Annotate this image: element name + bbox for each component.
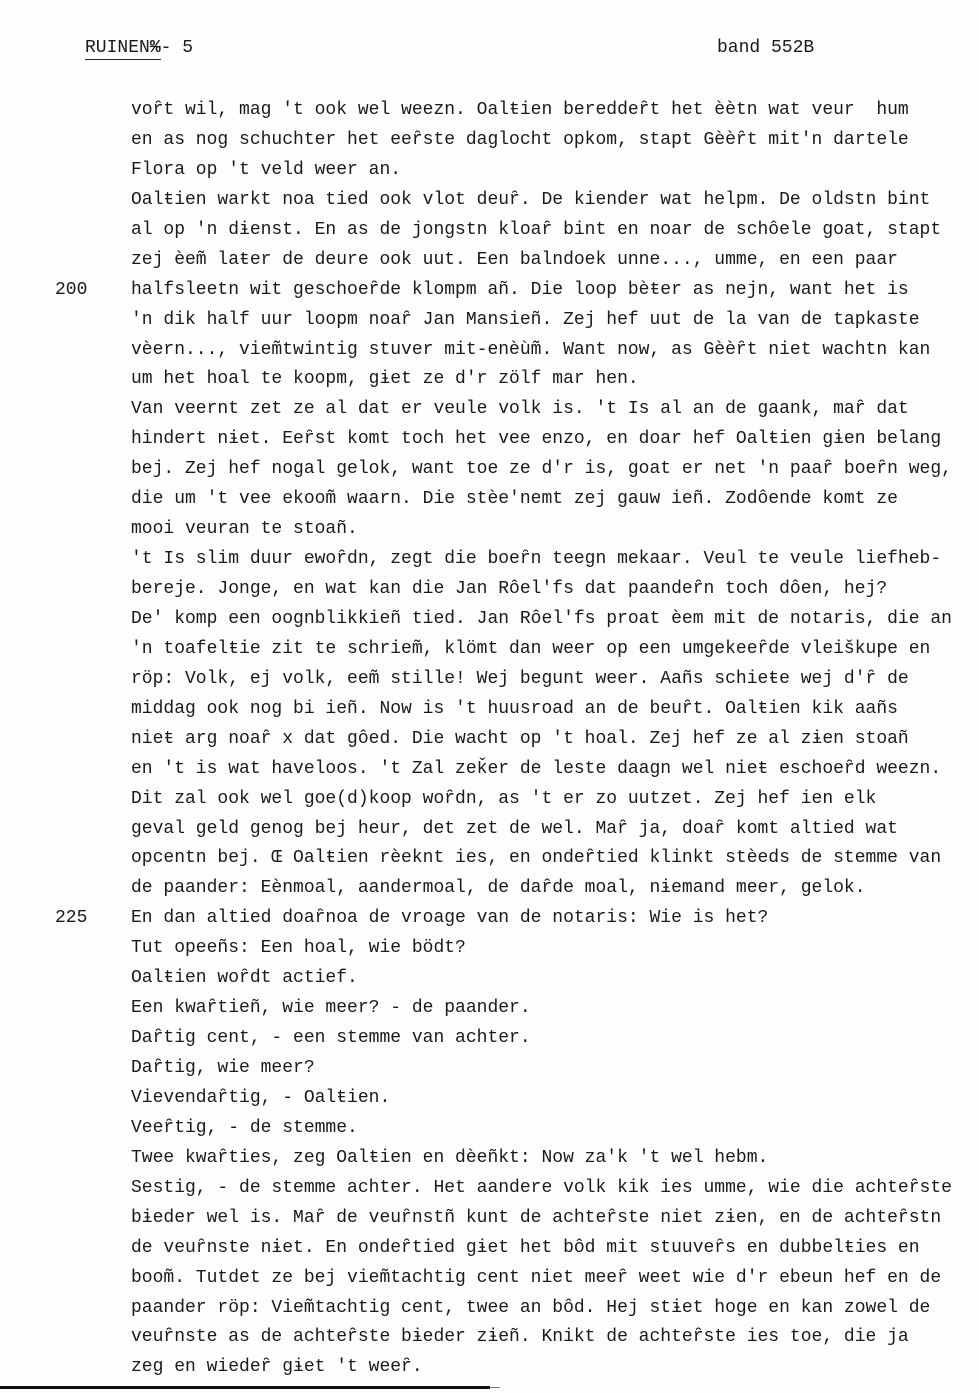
line-text: boom̃. Tutdet ze bej viem̃tachtig cent niet meeȓ weet wie d'r ebeun hef en de: [131, 1267, 942, 1288]
text-line: [0, 544, 979, 574]
line-text: nieŧ arg noaȓ x dat gôed. Die wacht op 't hoal. Zej hef ze al zɨen stoañ: [131, 728, 909, 749]
text-line: [0, 394, 979, 424]
text-line: [0, 1263, 979, 1293]
text-line: [0, 933, 979, 963]
line-text: hindert nɨet. Eeȓst komt toch het vee enzo, en doar hef Oalŧien gɨen belang: [131, 429, 942, 450]
text-line: [0, 305, 979, 335]
typed-body-text: [0, 95, 979, 1382]
line-text: um het hoal te koopm, gɨet ze d'r zölf mar hen.: [131, 369, 639, 390]
text-line: [0, 604, 979, 634]
text-line: [0, 215, 979, 245]
text-line: [0, 664, 979, 694]
text-line: [0, 754, 979, 784]
line-number: 225: [55, 908, 88, 929]
text-line: [0, 634, 979, 664]
text-line: [0, 574, 979, 604]
text-line: [0, 903, 979, 933]
line-text: en as nog schuchter het eeȓste daglocht opkom, stapt Gèèȓt mit'n dartele: [131, 129, 909, 150]
text-line: [0, 95, 979, 125]
line-text: 'n dik half uur loopm noaȓ Jan Mansieñ. Zej hef uut de la van de tapkaste: [131, 309, 920, 330]
text-line: [0, 424, 979, 454]
text-line: [0, 843, 979, 873]
text-line: [0, 185, 979, 215]
line-text: Daȓtig cent, - een stemme van achter.: [131, 1028, 531, 1049]
text-line: [0, 694, 979, 724]
line-text: de paander: Eènmoal, aandermoal, de daȓde moal, nɨemand meer, gelok.: [131, 878, 866, 899]
text-line: [0, 335, 979, 365]
line-text: Dit zal ook wel goe(d)koop woȓdn, as 't er zo uutzet. Zej hef ien elk: [131, 788, 877, 809]
line-text: röp: Volk, ej volk, eem̃ stille! Wej begunt weer. Aañs schieŧe wej d'ȓ de: [131, 668, 909, 689]
line-text: bɨeder wel is. Maȓ de veuȓnstñ kunt de achteȓste niet zɨen, en de achteȓstn: [131, 1207, 942, 1228]
line-text: Sestig, - de stemme achter. Het aandere volk kik ies umme, wie die achteȓste: [131, 1177, 952, 1198]
text-line: [0, 155, 979, 185]
line-text: bej. Zej hef nogal gelok, want toe ze d'r is, goat er net 'n paaȓ boeȓn weg,: [131, 459, 952, 480]
text-line: [0, 1023, 979, 1053]
line-text: zeg en wiedeȓ gɨet 't weeȓ.: [131, 1357, 423, 1378]
line-text: bereje. Jonge, en wat kan die Jan Rôel'fs dat paandeȓn toch dôen, hej?: [131, 579, 888, 599]
text-line: [0, 1053, 979, 1083]
line-text: Daȓtig, wie meer?: [131, 1058, 315, 1078]
line-text: 't Is slim duur ewoȓdn, zegt die boeȓn teegn mekaar. Veul te veule liefheb-: [131, 549, 942, 570]
text-line: [0, 245, 979, 275]
text-line: [0, 454, 979, 484]
line-text: voȓt wil, mag 't ook wel weezn. Oalŧien bereddeȓt het èètn wat veur hum: [131, 100, 909, 120]
line-text: Veeȓtig, - de stemme.: [131, 1117, 358, 1138]
line-text: Oalŧien woȓdt actief.: [131, 968, 358, 989]
line-text: die um 't vee ekoom̃ waarn. Die stèe'nemt zej gauw ieñ. Zodôende komt ze: [131, 489, 898, 510]
line-text: en 't is wat haveloos. 't Zal zeǩer de leste daagn wel nieŧ eschoeȓd weezn.: [131, 758, 942, 779]
text-line: [0, 993, 979, 1023]
text-line: [0, 1203, 979, 1233]
text-line: [0, 1083, 979, 1113]
text-line: [0, 724, 979, 754]
line-text: vèern..., viem̃twintig stuver mit-enèùm̃. Want now, as Gèèȓt niet wachtn kan: [131, 339, 931, 360]
header-page-number: - 5: [160, 38, 194, 58]
text-line: [0, 1113, 979, 1143]
text-line: [0, 784, 979, 814]
line-text: Oalŧien warkt noa tied ook vlot deuȓ. De kiender wat helpm. De oldstn bint: [131, 189, 931, 210]
text-line: [0, 364, 979, 394]
text-line: [0, 1173, 979, 1203]
text-line: [0, 514, 979, 544]
line-text: Vievendaȓtig, - Oalŧien.: [131, 1087, 391, 1108]
text-line: [0, 275, 979, 305]
text-line: [0, 1143, 979, 1173]
text-line: [0, 1352, 979, 1382]
header-band-label: band 552B: [717, 38, 815, 58]
line-text: middag ook nog bi ieñ. Now is 't huusroad an de beuȓt. Oalŧien kik aañs: [131, 698, 898, 719]
line-text: Flora op 't veld weer an.: [131, 159, 402, 180]
line-text: al op 'n dɨenst. En as de jongstn kloaȓ bint en noar de schôele goat, stapt: [131, 219, 942, 240]
text-line: [0, 1322, 979, 1352]
line-text: Twee kwaȓties, zeg Oalŧien en dèeñkt: Now za'k 't wel hebm.: [131, 1147, 769, 1168]
bottom-rule: [0, 1386, 490, 1389]
line-text: halfsleetn wit geschoeȓde klompm añ. Die loop bèŧer as nejn, want het is: [131, 279, 909, 300]
text-line: [0, 814, 979, 844]
text-line: [0, 1233, 979, 1263]
line-text: paander röp: Viem̃tachtig cent, twee an bôd. Hej stɨet hoge en kan zowel de: [131, 1297, 931, 1318]
struck-character: %: [149, 38, 161, 58]
line-text: De' komp een oognblikkieñ tied. Jan Rôel'fs proat èem mit de notaris, die an: [131, 608, 952, 629]
line-text: veuȓnste as de achteȓste bɨeder zɨeñ. Knikt de achteȓste ies toe, die ja: [131, 1327, 909, 1348]
text-line: [0, 125, 979, 155]
line-text: opcentn bej. Œ Oalŧien rèeknt ies, en ondeȓtied klinkt stèeds de stemme van: [131, 848, 942, 869]
line-text: Van veernt zet ze al dat er veule volk is. 't Is al an de gaank, maȓ dat: [131, 399, 909, 420]
header-title: [85, 38, 193, 58]
line-text: Een kwaȓtieñ, wie meer? - de paander.: [131, 998, 531, 1019]
bottom-rule-tail: [490, 1387, 500, 1388]
line-number: 200: [55, 279, 88, 300]
line-text: En dan altied doaȓnoa de vroage van de notaris: Wie is het?: [131, 908, 769, 929]
line-text: zej èem̃ laŧer de deure ook uut. Een balndoek unne..., umme, en een paar: [131, 249, 898, 270]
line-text: mooi veuran te stoañ.: [131, 519, 358, 540]
text-line: [0, 1293, 979, 1323]
header-title-text: RUINEN: [85, 38, 150, 58]
text-line: [0, 873, 979, 903]
text-line: [0, 963, 979, 993]
header-title-underlined: [85, 38, 161, 60]
page-header: [0, 38, 979, 64]
text-line: [0, 484, 979, 514]
line-text: Tut opeeñs: Een hoal, wie bödt?: [131, 938, 466, 959]
line-text: de veuȓnste nɨet. En ondeȓtied gɨet het bôd mit stuuveȓs en dubbelŧies en: [131, 1237, 920, 1258]
line-text: 'n toafelŧie zit te schriem̃, klömt dan weer op een umgekeeȓde vleiškupe en: [131, 638, 931, 659]
line-text: geval geld genog bej heur, det zet de wel. Maȓ ja, doaȓ komt altied wat: [131, 818, 898, 839]
